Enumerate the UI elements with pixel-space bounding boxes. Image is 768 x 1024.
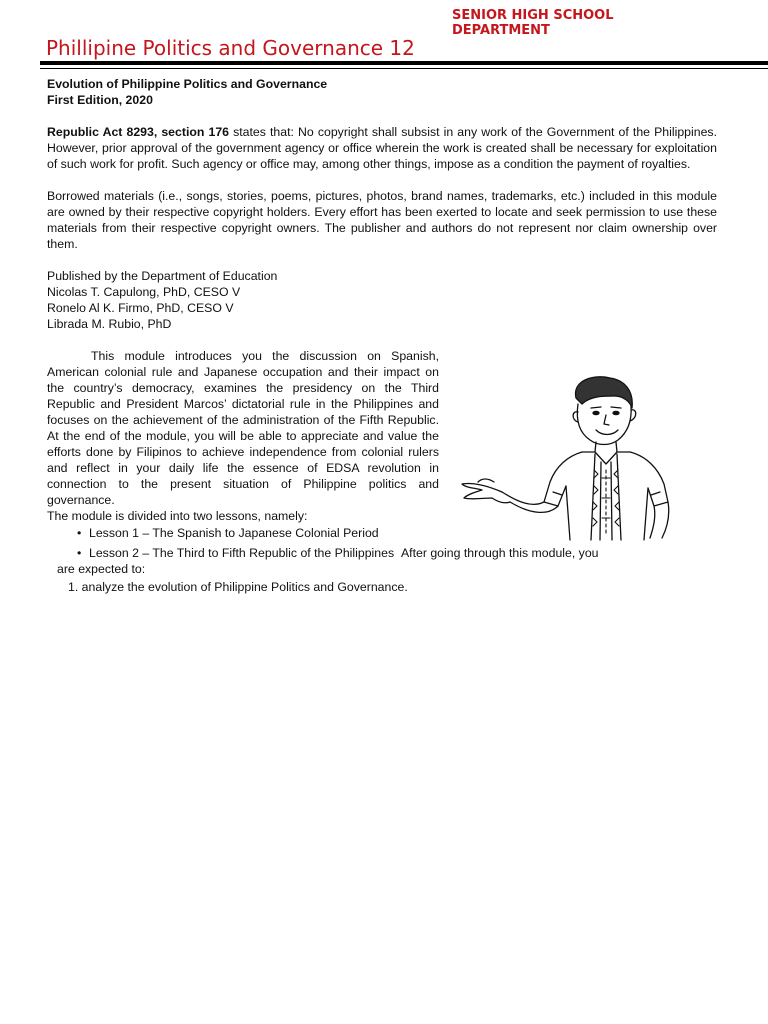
after-text: After going through this module, you <box>400 546 599 560</box>
man-in-barong-presenting-illustration <box>458 374 688 542</box>
publisher-block <box>47 268 717 332</box>
lessons-intro: The module is divided into two lessons, namely: <box>47 509 308 523</box>
department-label: SENIOR HIGH SCHOOL DEPARTMENT <box>452 8 614 38</box>
module-title-block <box>47 76 717 108</box>
author-2: Ronelo Al K. Firmo, PhD, CESO V <box>47 301 234 315</box>
header-rule-thick <box>40 61 768 65</box>
copyright-lead: Republic Act 8293, section 176 <box>47 125 230 139</box>
borrowed-materials-paragraph: Borrowed materials (i.e., songs, stories, poems, pictures, photos, brand names, trademarks, etc.) included in this module are owned by their respective copyright holders. Every effort has been exerted to locate and seek permission to use these materials from their respective copyright owners. The publisher and authors do not represent nor claim ownership over them. <box>47 189 717 251</box>
expected-text: are expected to: <box>57 562 146 576</box>
list-item: • Lesson 1 – The Spanish to Japanese Colonial Period <box>77 526 379 540</box>
module-title: Evolution of Philippine Politics and Governance <box>47 77 328 91</box>
objective-item: 1. analyze the evolution of Philippine Politics and Governance. <box>68 580 408 594</box>
subject-title: Phillipine Politics and Governance 12 <box>46 36 415 60</box>
lesson-2: Lesson 2 – The Third to Fifth Republic of the Philippines <box>89 546 395 560</box>
copyright-paragraph <box>47 124 717 172</box>
author-3: Librada M. Rubio, PhD <box>47 317 172 331</box>
publisher-line: Published by the Department of Education <box>47 269 278 283</box>
header-rule-thin <box>40 68 768 69</box>
list-item: • Lesson 2 – The Third to Fifth Republic of the Philippines After going through this module, you <box>77 546 599 560</box>
lesson-1: Lesson 1 – The Spanish to Japanese Colonial Period <box>89 526 379 540</box>
objective-list <box>47 579 717 595</box>
copyright-text: states that: No copyright shall subsist in any work of the Government of the Philippines. However, prior approval of the government agency or office wherein the work is created shall be necessary for exploitation of such work for profit. Such agency or office may, among other things, impose as a condition the payment of royalties. <box>47 125 717 171</box>
intro-paragraph: This module introduces you the discussion on Spanish, American colonial rule and Japanese occupation and their impact on the country’s democracy, examines the presidency on the Third Republic and President Marcos’ dictatorial rule in the Philippines and focuses on the achievement of the administration of the Fifth Republic. At the end of the module, you will be able to appreciate and value the efforts done by Filipinos to achieve independence from colonial rulers and reflect in your daily life the essence of EDSA revolution in connection to the present situation of Philippine politics and governance. <box>47 349 439 507</box>
edition: First Edition, 2020 <box>47 93 153 107</box>
author-1: Nicolas T. Capulong, PhD, CESO V <box>47 285 241 299</box>
